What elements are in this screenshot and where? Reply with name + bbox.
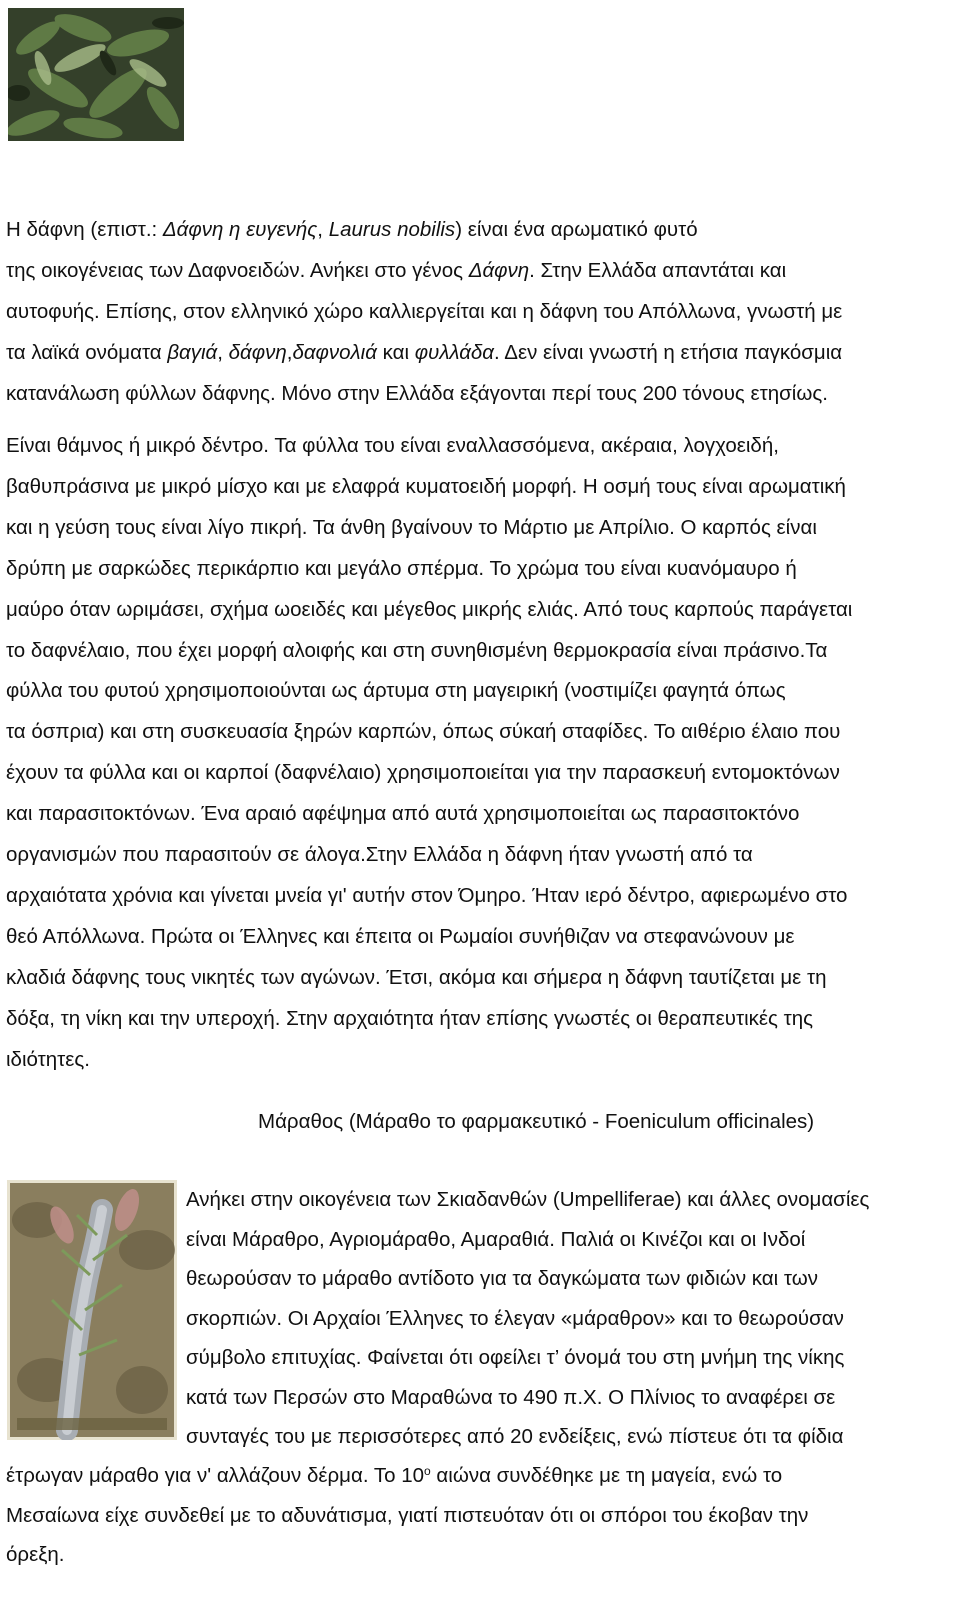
text-line: συνταγές του με περισσότερες από 20 ενδείξεις, ενώ πίστευε ότι τα φίδια [186,1425,844,1448]
text-line [6,210,951,251]
text-line [6,333,951,374]
text-line: δρύπη με σαρκώδες περικάρπιο και μεγάλο σπέρμα. Το χρώμα του είναι κυανόμαυρο ή [6,556,797,580]
text-line: δόξα, τη νίκη και την υπεροχή. Στην αρχαιότητα ήταν επίσης γνωστές οι θεραπευτικές της [6,1006,813,1030]
text-line: σκορπιών. Οι Αρχαίοι Έλληνες το έλεγαν «μάραθρον» και το θεωρούσαν [186,1306,844,1330]
text-fragment: , [317,218,329,241]
text-line: είναι Μάραθρο, Αγριομάραθο, Αμαραθιά. Παλιά οι Κινέζοι και οι Ινδοί [186,1227,806,1251]
text-fragment: . Δεν είναι γνωστή η ετήσια παγκόσμια [494,340,843,364]
text-line: σύμβολο επιτυχίας. Φαίνεται ότι οφείλει τ’ όνομά του στη μνήμη της νίκης [186,1346,845,1369]
laurel-photo [8,8,184,141]
text-fragment: Η δάφνη (επιστ.: [6,218,163,241]
text-line: το δαφνέλαιο, που έχει μορφή αλοιφής και στη συνηθισμένη θερμοκρασία είναι πράσινο.Τα [6,638,828,662]
text-fragment: αιώνα συνδέθηκε με τη μαγεία, ενώ το [430,1464,783,1487]
text-fragment: τα λαϊκά ονόματα [6,340,168,364]
italic-term: Δάφνη η ευγενής [162,218,318,241]
italic-term: Laurus nobilis [328,218,456,241]
text-fragment: . Στην Ελλάδα απαντάται και [529,258,787,282]
text-line: Ανήκει στην οικογένεια των Σκιαδανθών (Umpelliferae) και άλλες ονομασίες [186,1188,870,1211]
text-line: τα όσπρια) και στη συσκευασία ξηρών καρπών, όπως σύκαή σταφίδες. Το αιθέριο έλαιο που [6,720,841,744]
text-line: και η γεύση τους είναι λίγο πικρή. Τα άνθη βγαίνουν το Μάρτιο με Απρίλιο. Ο καρπός είναι [6,515,817,539]
italic-term: δάφνη [228,340,287,364]
text-line: βαθυπράσινα με μικρό μίσχο και με ελαφρά κυματοειδή μορφή. Η οσμή τους είναι αρωματική [6,474,846,498]
text-line: θεό Απόλλωνα. Πρώτα οι Έλληνες και έπειτα οι Ρωμαίοι συνήθιζαν να στεφανώνουν με [6,924,795,948]
italic-term: φυλλάδα [414,340,494,364]
text-line: όρεξη. [6,1543,65,1566]
italic-term: Δάφνη [468,258,530,282]
text-line [6,251,951,292]
fennel-plant-image [7,1180,177,1440]
text-fragment: και [376,340,415,364]
text-line: Είναι θάμνος ή μικρό δέντρο. Τα φύλλα του είναι εναλλασσόμενα, ακέραια, λογχοειδή, [6,434,779,457]
fennel-heading: Μάραθος (Μάραθο το φαρμακευτικό - Foeniculum officinales) [258,1110,815,1133]
text-line: μαύρο όταν ωριμάσει, σχήμα ωοειδές και μέγεθος μικρής ελιάς. Από τους καρπούς παράγεται [6,597,853,621]
text-line [6,1456,951,1496]
text-fragment: της οικογένειας των Δαφνοειδών. Ανήκει στο γένος [6,258,469,282]
laurel-intro-paragraph [6,210,951,415]
laurel-leaves-image [8,8,184,141]
text-line: κλαδιά δάφνης τους νικητές των αγώνων. Έτσι, ακόμα και σήμερα η δάφνη ταυτίζεται με τη [6,965,827,989]
text-line: αρχαιότατα χρόνια και γίνεται μνεία γι' αυτήν στον Όμηρο. Ήταν ιερό δέντρο, αφιερωμένο στο [6,883,848,907]
fennel-paragraph-side [186,1180,951,1457]
text-fragment: , [217,340,229,364]
italic-term: δαφνολιά [292,340,377,364]
text-fragment: , [286,340,293,364]
superscript: ο [424,1464,431,1478]
text-line: κατά των Περσών στο Μαραθώνα το 490 π.Χ. Ο Πλίνιος το αναφέρει σε [186,1385,836,1409]
text-line: και παρασιτοκτόνων. Ένα αραιό αφέψημα από αυτά χρησιμοποιείται ως παρασιτοκτόνο [6,802,800,826]
text-line: αυτοφυής. Επίσης, στον ελληνικό χώρο καλλιεργείται και η δάφνη του Απόλλωνα, γνωστή με [6,299,843,323]
text-line: έχουν τα φύλλα και οι καρποί (δαφνέλαιο) χρησιμοποιείται για την παρασκευή εντομοκτόνων [6,761,840,785]
text-line: οργανισμών που παρασιτούν σε άλογα.Στην Ελλάδα η δάφνη ήταν γνωστή από τα [6,843,753,867]
text-line: φύλλα του φυτού χρησιμοποιούνται ως άρτυμα στη μαγειρική (νοστιμίζει φαγητά όπως [6,679,786,703]
fennel-paragraph-full [6,1456,951,1575]
text-fragment: ) είναι ένα αρωματικό φυτό [455,218,698,241]
italic-term: βαγιά [167,340,218,364]
text-line: θεωρούσαν το μάραθο αντίδοτο για τα δαγκώματα των φιδιών και των [186,1267,818,1290]
laurel-description-paragraph [6,426,951,1081]
text-fragment: έτρωγαν μάραθο για ν' αλλάζουν δέρμα. Το 10 [6,1464,425,1487]
fennel-photo [7,1180,177,1440]
text-line: κατανάλωση φύλλων δάφνης. Μόνο στην Ελλάδα εξάγονται περί τους 200 τόνους ετησίως. [6,381,828,405]
text-line: Μεσαίωνα είχε συνδεθεί με το αδυνάτισμα, γιατί πιστευόταν ότι οι σπόροι του έκοβαν την [6,1503,809,1527]
text-line: ιδιότητες. [6,1047,90,1071]
